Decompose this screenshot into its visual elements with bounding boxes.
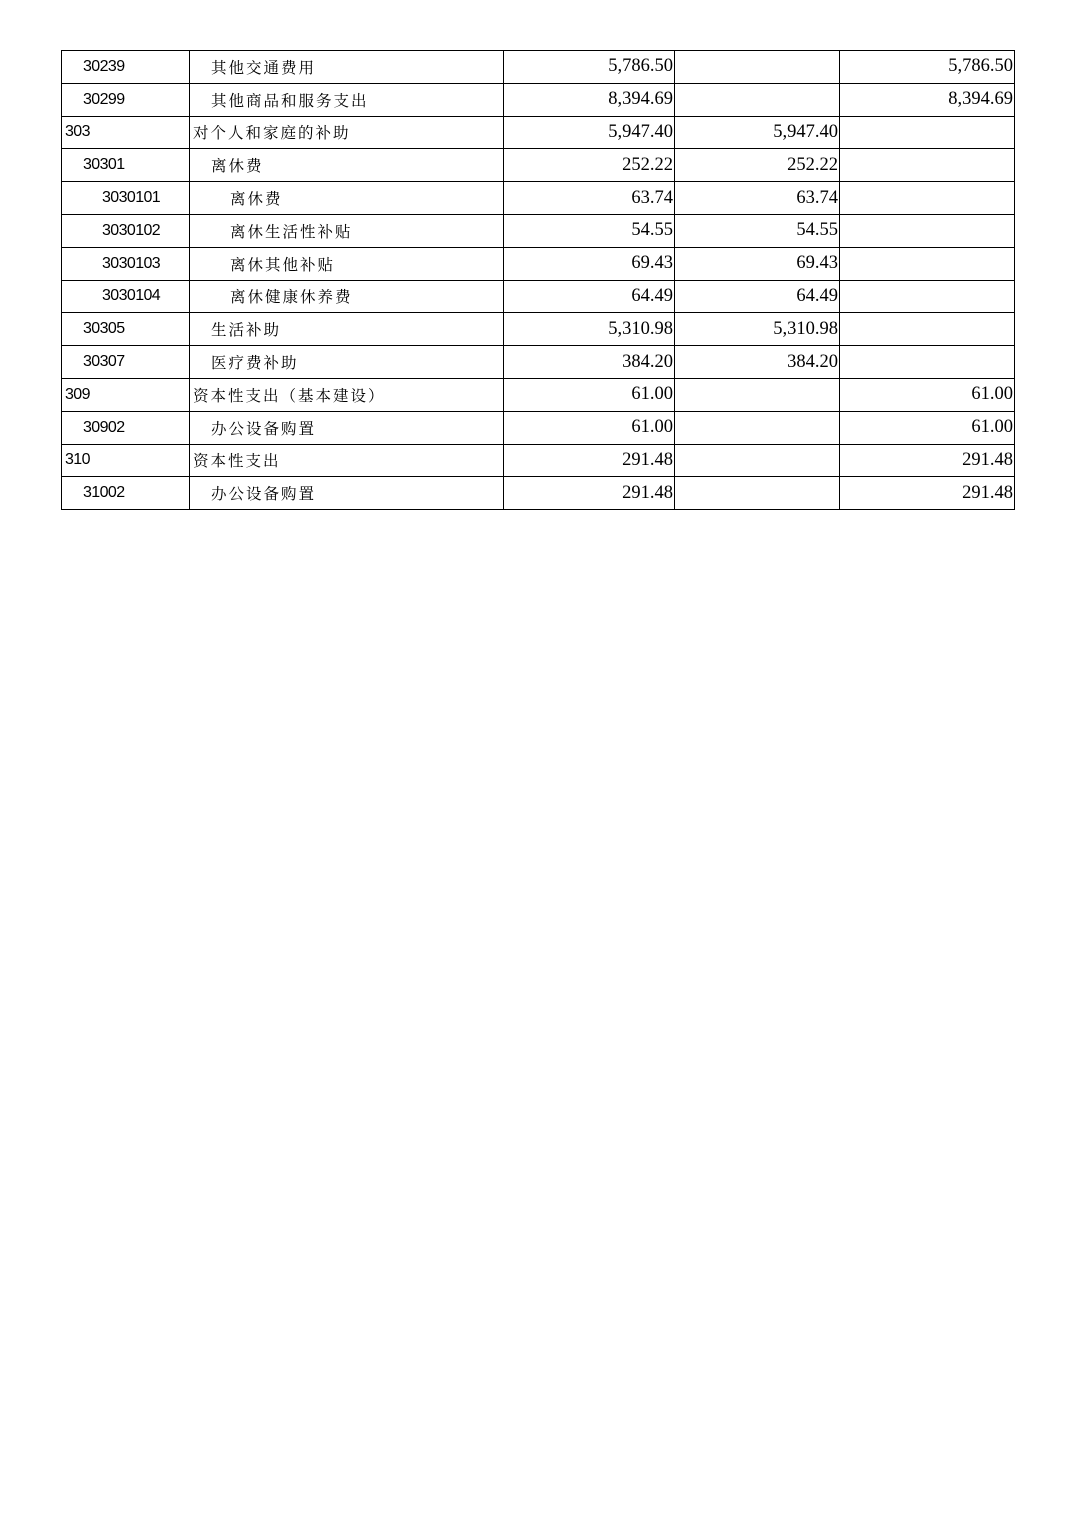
item-name-cell: 离休健康休养费 [190, 280, 504, 313]
basic-expenditure-cell: 69.43 [675, 247, 840, 280]
economic-code-cell: 309 [62, 378, 190, 411]
basic-expenditure-cell: 64.49 [675, 280, 840, 313]
table-row [62, 116, 1015, 149]
economic-code-cell: 30305 [62, 313, 190, 346]
table-row [62, 444, 1015, 477]
total-amount-cell: 291.48 [504, 444, 675, 477]
expenditure-table [61, 50, 1015, 510]
table-row [62, 83, 1015, 116]
total-amount-cell: 54.55 [504, 214, 675, 247]
project-expenditure-cell: 8,394.69 [840, 83, 1015, 116]
economic-code-cell: 30301 [62, 149, 190, 182]
basic-expenditure-cell: 252.22 [675, 149, 840, 182]
total-amount-cell: 5,310.98 [504, 313, 675, 346]
total-amount-cell: 252.22 [504, 149, 675, 182]
table-row [62, 247, 1015, 280]
basic-expenditure-cell [675, 378, 840, 411]
total-amount-cell: 61.00 [504, 378, 675, 411]
economic-code-cell: 3030104 [62, 280, 190, 313]
table-row [62, 149, 1015, 182]
item-name-cell: 资本性支出（基本建设） [190, 378, 504, 411]
table-row [62, 51, 1015, 84]
total-amount-cell: 69.43 [504, 247, 675, 280]
table-row [62, 411, 1015, 444]
item-name-cell: 其他商品和服务支出 [190, 83, 504, 116]
project-expenditure-cell [840, 346, 1015, 379]
basic-expenditure-cell: 54.55 [675, 214, 840, 247]
total-amount-cell: 5,786.50 [504, 51, 675, 84]
basic-expenditure-cell: 63.74 [675, 182, 840, 215]
economic-code-cell: 303 [62, 116, 190, 149]
economic-code-cell: 30307 [62, 346, 190, 379]
economic-code-cell: 31002 [62, 477, 190, 510]
basic-expenditure-cell [675, 444, 840, 477]
project-expenditure-cell [840, 280, 1015, 313]
item-name-cell: 办公设备购置 [190, 411, 504, 444]
item-name-cell: 生活补助 [190, 313, 504, 346]
table-body [62, 51, 1015, 510]
project-expenditure-cell: 291.48 [840, 477, 1015, 510]
basic-expenditure-cell: 5,310.98 [675, 313, 840, 346]
project-expenditure-cell: 5,786.50 [840, 51, 1015, 84]
project-expenditure-cell [840, 247, 1015, 280]
project-expenditure-cell: 61.00 [840, 411, 1015, 444]
basic-expenditure-cell [675, 51, 840, 84]
item-name-cell: 对个人和家庭的补助 [190, 116, 504, 149]
item-name-cell: 离休费 [190, 182, 504, 215]
total-amount-cell: 63.74 [504, 182, 675, 215]
item-name-cell: 离休费 [190, 149, 504, 182]
project-expenditure-cell [840, 214, 1015, 247]
table-row [62, 214, 1015, 247]
project-expenditure-cell [840, 182, 1015, 215]
item-name-cell: 医疗费补助 [190, 346, 504, 379]
table-row [62, 378, 1015, 411]
item-name-cell: 办公设备购置 [190, 477, 504, 510]
economic-code-cell: 3030102 [62, 214, 190, 247]
item-name-cell: 资本性支出 [190, 444, 504, 477]
total-amount-cell: 384.20 [504, 346, 675, 379]
total-amount-cell: 5,947.40 [504, 116, 675, 149]
basic-expenditure-cell [675, 411, 840, 444]
total-amount-cell: 291.48 [504, 477, 675, 510]
basic-expenditure-cell: 384.20 [675, 346, 840, 379]
table-row [62, 280, 1015, 313]
economic-code-cell: 3030101 [62, 182, 190, 215]
project-expenditure-cell [840, 149, 1015, 182]
economic-code-cell: 310 [62, 444, 190, 477]
project-expenditure-cell [840, 313, 1015, 346]
project-expenditure-cell [840, 116, 1015, 149]
item-name-cell: 离休其他补贴 [190, 247, 504, 280]
basic-expenditure-cell [675, 477, 840, 510]
basic-expenditure-cell [675, 83, 840, 116]
table-row [62, 182, 1015, 215]
economic-code-cell: 30239 [62, 51, 190, 84]
expenditure-table-page [61, 50, 1014, 510]
item-name-cell: 其他交通费用 [190, 51, 504, 84]
total-amount-cell: 61.00 [504, 411, 675, 444]
economic-code-cell: 30299 [62, 83, 190, 116]
project-expenditure-cell: 291.48 [840, 444, 1015, 477]
table-row [62, 313, 1015, 346]
item-name-cell: 离休生活性补贴 [190, 214, 504, 247]
economic-code-cell: 3030103 [62, 247, 190, 280]
total-amount-cell: 64.49 [504, 280, 675, 313]
project-expenditure-cell: 61.00 [840, 378, 1015, 411]
table-row [62, 477, 1015, 510]
economic-code-cell: 30902 [62, 411, 190, 444]
table-row [62, 346, 1015, 379]
basic-expenditure-cell: 5,947.40 [675, 116, 840, 149]
total-amount-cell: 8,394.69 [504, 83, 675, 116]
